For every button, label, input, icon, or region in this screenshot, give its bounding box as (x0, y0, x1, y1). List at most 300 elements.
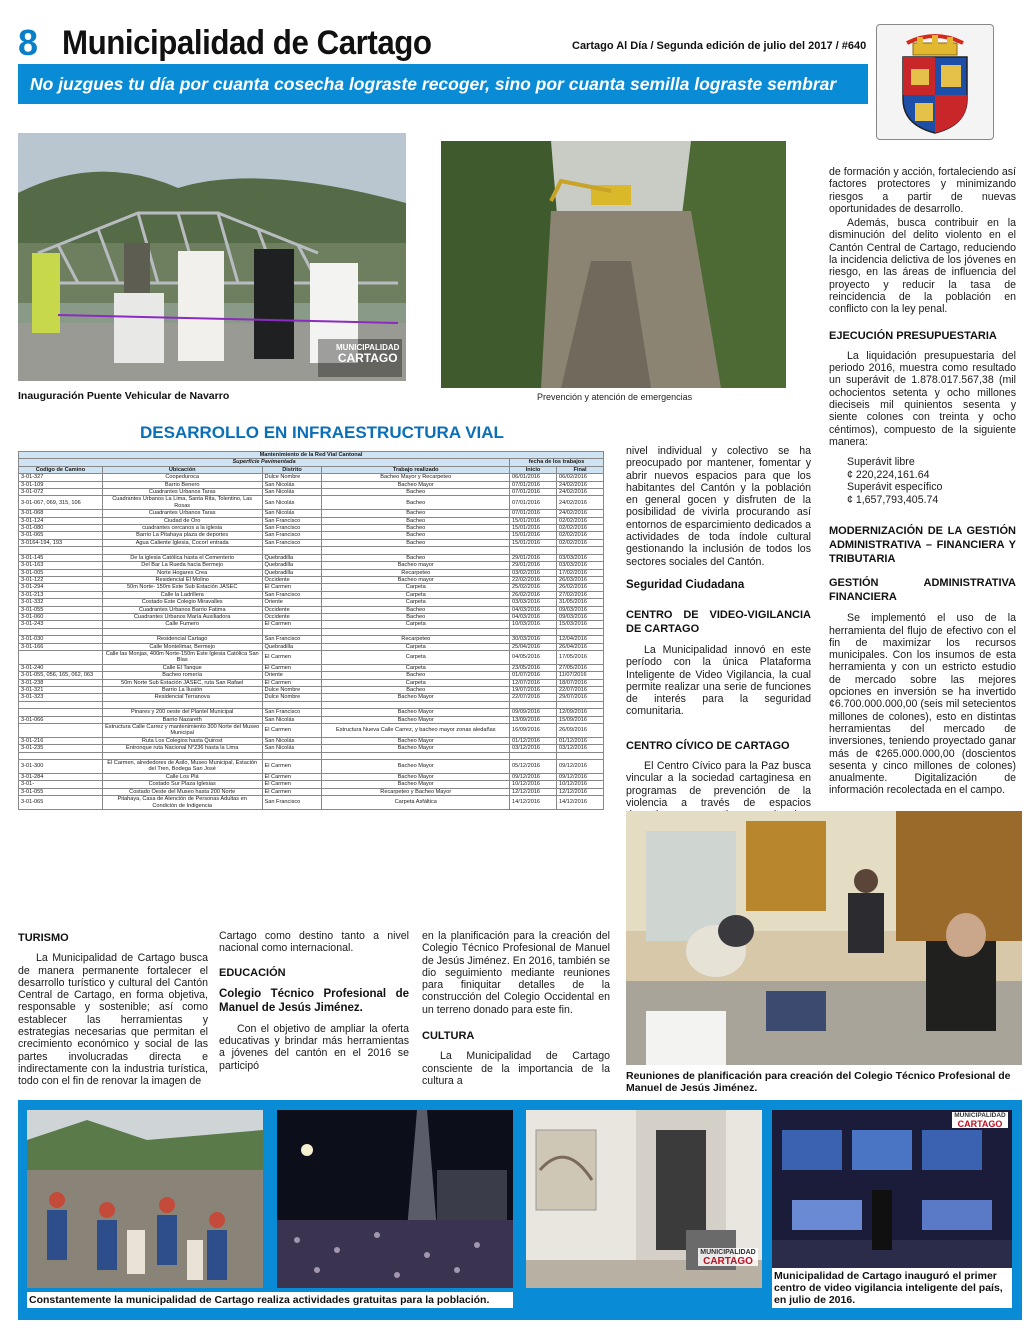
heading-civico: CENTRO CÍVICO DE CARTAGO (626, 739, 790, 752)
table-cell (19, 650, 103, 664)
table-cell: Pitahaya, Casa de Atención de Personas Adultas en Condición de Indigencia (102, 796, 262, 810)
table-cell: 3-01-030 (19, 636, 103, 643)
table-cell (322, 547, 510, 554)
heading-turismo: TURISMO (18, 932, 69, 944)
middle-column (626, 445, 811, 836)
table-row (19, 474, 604, 481)
table-cell: 3-01-166 (19, 643, 103, 650)
table-header-row (19, 466, 604, 473)
table-cell: El Carmen (262, 724, 322, 738)
table-cell: 3-01-055 (19, 788, 103, 795)
table-cell: El Carmen (262, 679, 322, 686)
table-cell: 22/07/2016 (557, 687, 604, 694)
heading-modernizacion: MODERNIZACIÓN DE LA GESTIÓN ADMINISTRATIVA – FINANCIERA Y TRIBUTARIA (829, 525, 1016, 566)
table-cell: El Carmen (262, 788, 322, 795)
turismo-text-cont: Cartago como destino tanto a nivel nacional como internacional. (219, 930, 409, 955)
table-cell: 09/03/2016 (557, 606, 604, 613)
bridge-logo-line1: MUNICIPALIDAD (336, 343, 400, 352)
bridge-caption: Inauguración Puente Vehicular de Navarro (18, 390, 230, 402)
table-cell: Residencial Cartago (102, 636, 262, 643)
table-cell: Bacheo Mayor (322, 737, 510, 744)
table-cell (322, 752, 510, 759)
table-cell: 18/07/2016 (557, 679, 604, 686)
table-cell: 17/02/2016 (557, 569, 604, 576)
table-row (19, 584, 604, 591)
table-cell: Bacheo (322, 517, 510, 524)
table-cell: 03/03/2016 (557, 554, 604, 561)
table-cell: 03/12/2016 (510, 745, 557, 752)
table-cell (557, 752, 604, 759)
table-cell: Bacheo (322, 672, 510, 679)
col-header: Codigo de Camino (19, 466, 103, 473)
table-cell: 3-01-124 (19, 517, 103, 524)
table-row (19, 532, 604, 539)
table-cell: Bacheo (322, 687, 510, 694)
table-cell: El Carmen (262, 760, 322, 774)
table-cell: 3-01-243 (19, 621, 103, 628)
table-cell: Carpeta (322, 591, 510, 598)
table-cell: Bacheo romería (102, 672, 262, 679)
table-cell: 13/09/2016 (510, 716, 557, 723)
table-cell: Recarpeteo (322, 636, 510, 643)
gallery-hallway-photo (526, 1110, 762, 1288)
video-caption: Municipalidad de Cartago inauguró el primer centro de video vigilancia inteligente del país, en julio de 2016. (772, 1268, 1012, 1308)
table-subtitle: Superficie Pavimentada (19, 459, 510, 466)
meeting-caption: Reuniones de planificación para creación del Colegio Técnico Profesional de Manuel de Jesús Jiménez. (626, 1070, 1022, 1094)
table-cell: Bacheo (322, 606, 510, 613)
table-cell: Bacheo Mayor (322, 481, 510, 488)
gallery-photo-logo (698, 1248, 758, 1266)
table-cell: 16/09/2016 (510, 724, 557, 738)
table-cell: Coopeduroca (102, 474, 262, 481)
table-row (19, 554, 604, 561)
table-cell (322, 628, 510, 635)
middle-p1: nivel individual y colectivo se ha preocupado por mantener, fomentar y abrir nuevos espacios para que los habitantes del Cantón y la población en general gocen y disfruten de la posibilidad de vivirla procurando así entornos de esparcimiento dedicados a actividades de toda índole cultural gestionando la inclusión de todos los sectores sociales del Cantón. (626, 445, 811, 568)
table-cell: Barrio La Ilusión (102, 687, 262, 694)
table-row (19, 737, 604, 744)
table-cell: Bacheo mayor (322, 576, 510, 583)
table-cell: 07/01/2016 (510, 510, 557, 517)
table-cell: 24/02/2016 (557, 489, 604, 496)
table-cell: Carpeta (322, 621, 510, 628)
table-cell: 12/07/2016 (510, 679, 557, 686)
table-cell: De la iglesia Católica hasta el Cementerio (102, 554, 262, 561)
table-cell: 03/03/2016 (510, 599, 557, 606)
table-cell: 27/05/2016 (557, 664, 604, 671)
table-cell: Dulce Nombre (262, 687, 322, 694)
table-cell (557, 701, 604, 708)
table-row (19, 539, 604, 546)
educacion-column (219, 930, 409, 1074)
table-cell: Bacheo Mayor (322, 709, 510, 716)
table-row (19, 664, 604, 671)
table-cell: 04/03/2016 (510, 606, 557, 613)
table-cell: 3-01-145 (19, 554, 103, 561)
table-row (19, 591, 604, 598)
table-row (19, 576, 604, 583)
table-cell: 3-01-240 (19, 664, 103, 671)
gallery-logo-line2: CARTAGO (703, 1256, 753, 1267)
right-p2: Además, busca contribuir en la disminución del delito violento en el Cantón Central de Cartago, reduciendo la incidencia delictiva de los jóvenes en riesgo, en las áreas de influencia del proyecto y reducir la tasa de reincidencia de la población en conflicto con la ley penal. (829, 217, 1016, 316)
table-cell: 3-0164-194, 193 (19, 539, 103, 546)
table-cell: Calle Fumero (102, 621, 262, 628)
table-cell: 29/01/2016 (510, 554, 557, 561)
table-cell (510, 547, 557, 554)
table-cell: Bacheo (322, 613, 510, 620)
ejecucion-text: La liquidación presupuestaria del periodo 2016, muestra como resultado un superávit de 1.878.017.567,38 (mil ochocientos setenta y ocho millones dieciseis mil quinientos sesenta y siente colones con treinta y ocho céntimos), compuesto de la siguiente manera: (829, 349, 1016, 448)
table-row (19, 599, 604, 606)
table-row (19, 643, 604, 650)
table-cell: 12/09/2016 (557, 709, 604, 716)
table-row (19, 517, 604, 524)
table-cell (19, 709, 103, 716)
table-cell: Pinares y 200 oeste del Plantel Municipal (102, 709, 262, 716)
table-cell: Entronque ruta Nacional N°236 hasta la Lima (102, 745, 262, 752)
table-cell: Bacheo Mayor y Recarpeteo (322, 474, 510, 481)
table-cell: San Nicolás (262, 737, 322, 744)
gestion-text: Se implementó el uso de la herramienta del flujo de efectivo con el fin de maximizar los recursos municipales. Con los insumos de esta herramienta y con un estricto estudio de mercado sobre las mejores opciones en inversión se ha invertido ¢6.700.000.000,00 (seis mil setecientos millones de colones), esto en distintas herramientas del mercado de inversiones, teniendo proyectado ganar más de ¢265.000.000,00 (doscientos sesenta y cinco millones de colones) anualmente. Digitalización de información recolectada en el campo. (829, 612, 1016, 797)
table-cell: 02/02/2016 (557, 525, 604, 532)
col-header: Inicio (510, 466, 557, 473)
table-row (19, 687, 604, 694)
table-row (19, 621, 604, 628)
turismo-text: La Municipalidad de Cartago busca de manera permanente fortalecer el desarrollo turístico y cultural del Cantón Central de Cartago, en forma objetiva, responsable y sostenible; así como establecer las herramientas y estrategias necesarias que permitan el crecimiento económico y social de las partes involucradas directa e indirectamente con la industria turística, todo con el fin de renovar la imagen de (18, 952, 208, 1088)
table-cell: 3-01-332 (19, 599, 103, 606)
table-cell: 02/02/2016 (557, 517, 604, 524)
table-cell: 27/02/2016 (557, 591, 604, 598)
crowd-dance-photo (27, 1110, 263, 1288)
col-header: Distrito (262, 466, 322, 473)
table-cell: Quebradilla (262, 643, 322, 650)
table-row (19, 650, 604, 664)
table-row (19, 606, 604, 613)
table-cell: 22/07/2016 (510, 694, 557, 701)
table-cell: Bacheo (322, 532, 510, 539)
colegio-text: Con el objetivo de ampliar la oferta educativas y brindar más herramientas a jóvenes del cantón en el 2016 se participó (219, 1022, 409, 1072)
table-cell: 3-01-122 (19, 576, 103, 583)
heading-colegio: Colegio Técnico Profesional de Manuel de Jesús Jiménez. (219, 987, 409, 1014)
page-number: 8 (18, 22, 39, 63)
table-row (19, 773, 604, 780)
table-cell (262, 752, 322, 759)
table-cell: Recarpeteo (322, 569, 510, 576)
table-row (19, 716, 604, 723)
meeting-photo (626, 811, 1022, 1065)
table-cell: 29/07/2016 (557, 694, 604, 701)
table-row (19, 694, 604, 701)
bridge-photo-logo (336, 343, 399, 363)
table-cell: 07/01/2016 (510, 496, 557, 510)
table-cell: 23/05/2016 (510, 664, 557, 671)
table-cell: 24/02/2016 (557, 496, 604, 510)
table-cell: Dulce Nombre (262, 694, 322, 701)
table-cell: 02/02/2016 (557, 539, 604, 546)
table-cell: 3-01-323 (19, 694, 103, 701)
table-cell: El Carmen (262, 584, 322, 591)
table-cell: Calle Montelimar, Bermejo (102, 643, 262, 650)
table-cell (19, 752, 103, 759)
table-cell: Cuadrantes Urbanos María Auxiliadora (102, 613, 262, 620)
table-cell: Bacheo (322, 510, 510, 517)
table-row (19, 525, 604, 532)
bridge-inauguration-photo (18, 133, 406, 381)
table-cell: 3-01-235 (19, 745, 103, 752)
table-cell: 25/02/2016 (510, 584, 557, 591)
table-cell: cuadrantes cercanos a la iglesia (102, 525, 262, 532)
table-cell (102, 752, 262, 759)
table-row (19, 510, 604, 517)
right-column (829, 166, 1016, 799)
table-cell: San Nicolás (262, 481, 322, 488)
table-cell: 3-01-238 (19, 679, 103, 686)
table-cell: 3-01-294 (19, 584, 103, 591)
table-cell: 30/03/2016 (510, 636, 557, 643)
table-cell: 07/01/2016 (510, 489, 557, 496)
table-row (19, 489, 604, 496)
heading-ejecucion: EJECUCIÓN PRESUPUESTARIA (829, 329, 997, 342)
table-cell (102, 628, 262, 635)
table-cell: San Francisco (262, 796, 322, 810)
table-cell: 3-01-065 (19, 796, 103, 810)
superavit-especifico-value: ¢ 1,657,793,405.74 (847, 493, 939, 506)
page-title: Municipalidad de Cartago (62, 24, 432, 62)
table-cell: 29/01/2016 (510, 562, 557, 569)
table-cell: 15/03/2016 (557, 621, 604, 628)
table-cell: 3-01-300 (19, 760, 103, 774)
table-cell: Bacheo (322, 525, 510, 532)
table-cell: 24/02/2016 (557, 510, 604, 517)
table-cell: 15/09/2016 (557, 716, 604, 723)
table-cell: Occidente (262, 613, 322, 620)
heading-cultura: CULTURA (422, 1030, 475, 1043)
table-cell: 06/01/2016 (510, 474, 557, 481)
table-cell: 10/03/2016 (510, 621, 557, 628)
table-cell: San Nicolás (262, 510, 322, 517)
heading-educacion: EDUCACIÓN (219, 966, 286, 979)
table-cell: 3-01-080 (19, 525, 103, 532)
table-cell: Carpeta (322, 584, 510, 591)
table-row (19, 788, 604, 795)
table-row (19, 496, 604, 510)
table-cell: 3-01-055 (19, 606, 103, 613)
table-row (19, 709, 604, 716)
table-cell: Calle la Ladrillera (102, 591, 262, 598)
table-cell: Occidente (262, 606, 322, 613)
table-cell: El Carmen (262, 773, 322, 780)
col-header: Ubicación (102, 466, 262, 473)
table-cell: Bacheo (322, 554, 510, 561)
table-cell: San Francisco (262, 532, 322, 539)
municipal-crest-icon (876, 24, 994, 140)
table-cell: 15/01/2016 (510, 525, 557, 532)
table-row (19, 796, 604, 810)
table-cell: 3-01-327 (19, 474, 103, 481)
table-cell: Carpeta (322, 650, 510, 664)
table-cell: San Francisco (262, 517, 322, 524)
bridge-logo-line2: CARTAGO (337, 351, 398, 365)
table-row (19, 613, 604, 620)
table-cell: Barrio Nazareth (102, 716, 262, 723)
table-cell: 50m Norte- 150m Este Sub Estación JASEC (102, 584, 262, 591)
video-center-photo (772, 1110, 1012, 1268)
table-cell: Cuadrantes Urbanos Taras (102, 489, 262, 496)
table-cell: San Nicolás (262, 716, 322, 723)
table-cell: 17/05/2016 (557, 650, 604, 664)
table-cell: 19/07/2016 (510, 687, 557, 694)
table-cell: Bacheo Mayor (322, 694, 510, 701)
table-cell: 24/02/2016 (557, 481, 604, 488)
cultura-column (422, 930, 610, 1089)
table-row (19, 760, 604, 774)
turismo-column (18, 932, 208, 1090)
table-cell (262, 701, 322, 708)
table-cell: 26/04/2016 (557, 643, 604, 650)
table-cell: Quebradilla (262, 554, 322, 561)
table-row (19, 562, 604, 569)
table-cell (262, 547, 322, 554)
table-cell: 3-01-072 (19, 489, 103, 496)
table-cell: Calle las Monjas, 400m Norte-150m Este Iglesia Católica San Blas (102, 650, 262, 664)
table-cell: 10/12/2016 (510, 781, 557, 788)
heading-seguridad: Seguridad Ciudadana (626, 578, 745, 591)
table-cell: 04/05/2016 (510, 650, 557, 664)
table-cell: San Francisco (262, 636, 322, 643)
table-cell: Barrio La Pitahaya plaza de deportes (102, 532, 262, 539)
table-cell (510, 628, 557, 635)
table-cell: Bacheo (322, 489, 510, 496)
table-cell: 3-01-055, 056, 165, 062, 063 (19, 672, 103, 679)
table-cell: 14/12/2016 (557, 796, 604, 810)
table-row (19, 745, 604, 752)
table-cell (510, 701, 557, 708)
table-cell: 3-01- (19, 781, 103, 788)
table-cell: El Carmen, alrededores de Asilo, Museo Municipal, Estación del Tren, Bodega San José (102, 760, 262, 774)
infra-title: DESARROLLO EN INFRAESTRUCTURA VIAL (140, 423, 504, 442)
table-cell: 10/12/2016 (557, 781, 604, 788)
table-cell (557, 547, 604, 554)
table-cell (557, 628, 604, 635)
table-cell: 07/01/2016 (510, 481, 557, 488)
table-cell: Costado Sur Plaza Iglesias (102, 781, 262, 788)
table-cell: Cuadrantes Urbanos Barrio Fatima (102, 606, 262, 613)
table-cell: 03/12/2016 (557, 745, 604, 752)
table-cell: 3-01-321 (19, 687, 103, 694)
table-row (19, 628, 604, 635)
table-cell: 03/03/2016 (557, 562, 604, 569)
table-cell: Costado Este Colegio Miravalles (102, 599, 262, 606)
table-row (19, 679, 604, 686)
table-cell: 01/12/2016 (557, 737, 604, 744)
table-cell: 26/02/2016 (510, 591, 557, 598)
table-cell: 26/02/2016 (557, 584, 604, 591)
night-concert-photo (277, 1110, 513, 1288)
table-cell: Bacheo (322, 539, 510, 546)
table-cell: 09/12/2016 (557, 760, 604, 774)
table-cell: El Carmen (262, 781, 322, 788)
table-cell: Costado Oeste del Museo hasta 200 Norte (102, 788, 262, 795)
table-cell: Bacheo mayor (322, 562, 510, 569)
table-cell: 15/01/2016 (510, 517, 557, 524)
table-cell: 11/07/2016 (557, 672, 604, 679)
table-cell (322, 701, 510, 708)
table-row (19, 481, 604, 488)
table-row (19, 701, 604, 708)
table-cell: Oriente (262, 599, 322, 606)
table-cell (19, 547, 103, 554)
superavit-especifico-label: Superávit específico (847, 481, 943, 494)
table-cell: Bacheo Mayor (322, 745, 510, 752)
table-cell: Carpeta (322, 679, 510, 686)
table-row (19, 569, 604, 576)
table-body (19, 474, 604, 810)
infra-table-wrap (18, 451, 604, 810)
table-cell: San Francisco (262, 709, 322, 716)
table-cell: Residencial El Molino (102, 576, 262, 583)
table-cell: 03/02/2016 (510, 569, 557, 576)
table-cell: Ciudad de Oro (102, 517, 262, 524)
table-cell: Cuadrantes Urbanos La Lima, Santa Rita, Tolentino, Las Rosas (102, 496, 262, 510)
table-cell: 05/12/2016 (510, 760, 557, 774)
table-cell: Quebradilla (262, 562, 322, 569)
table-cell: Ruta Los Colegios hasta Quirost (102, 737, 262, 744)
dates-header: fecha de los trabajos (510, 459, 604, 466)
table-cell: 22/02/2016 (510, 576, 557, 583)
table-cell: 15/01/2016 (510, 532, 557, 539)
table-cell: Bacheo Mayor (322, 781, 510, 788)
table-cell: Calle El Tanque (102, 664, 262, 671)
table-cell: 04/03/2016 (510, 613, 557, 620)
table-cell: 01/07/2016 (510, 672, 557, 679)
cultura-text: La Municipalidad de Cartago consciente de la importancia de la cultura a (422, 1050, 610, 1087)
table-cell: Bacheo Mayor (322, 773, 510, 780)
table-cell: Calle Los Plá (102, 773, 262, 780)
table-cell: San Nicolás (262, 496, 322, 510)
table-cell: San Francisco (262, 539, 322, 546)
table-cell: 12/12/2016 (510, 788, 557, 795)
table-cell: 15/01/2016 (510, 539, 557, 546)
table-cell: 14/12/2016 (510, 796, 557, 810)
table-cell: 3-01-109 (19, 481, 103, 488)
table-cell: Bacheo (322, 496, 510, 510)
table-cell: Estructura Calle Carrez y mantenimiento 300 Norte del Museo Municipal (102, 724, 262, 738)
right-p1: de formación y acción, fortaleciendo así factores protectores y minimizando riesgos a partir de nuevas oportunidades de desarrollo. (829, 166, 1016, 215)
table-title: Mantenimiento de la Red Vial Cantonal (19, 452, 604, 459)
table-cell: Dulce Nombre (262, 474, 322, 481)
table-cell (19, 628, 103, 635)
table-cell: Bacheo Mayor (322, 716, 510, 723)
table-cell (102, 701, 262, 708)
table-cell: 3-01-067, 069, 315, 106 (19, 496, 103, 510)
table-cell: Barrio Benero (102, 481, 262, 488)
heading-video-vigilancia: CENTRO DE VIDEO-VIGILANCIA DE CARTAGO (626, 608, 811, 635)
table-cell: 3-01-216 (19, 737, 103, 744)
edition-line: Cartago Al Día / Segunda edición de julio del 2017 / #640 (572, 40, 867, 52)
table-cell: San Francisco (262, 591, 322, 598)
table-cell (19, 701, 103, 708)
table-cell: 50m Norte Sub Estación JASEC, ruta San Rafael (102, 679, 262, 686)
table-cell: Carpeta (322, 599, 510, 606)
table-cell: 09/12/2016 (557, 773, 604, 780)
video-photo-logo (952, 1112, 1008, 1128)
table-cell: 02/02/2016 (557, 532, 604, 539)
motto-banner: No juzgues tu día por cuanta cosecha lograste recoger, sino por cuanta semilla lograste sembrar (18, 64, 868, 104)
table-cell: 12/12/2016 (557, 788, 604, 795)
road-maintenance-table (18, 451, 604, 810)
table-cell: Carpeta (322, 643, 510, 650)
superavit-list (829, 456, 1016, 506)
table-cell: Occidente (262, 576, 322, 583)
excavator-caption: Prevención y atención de emergencias (537, 392, 693, 402)
